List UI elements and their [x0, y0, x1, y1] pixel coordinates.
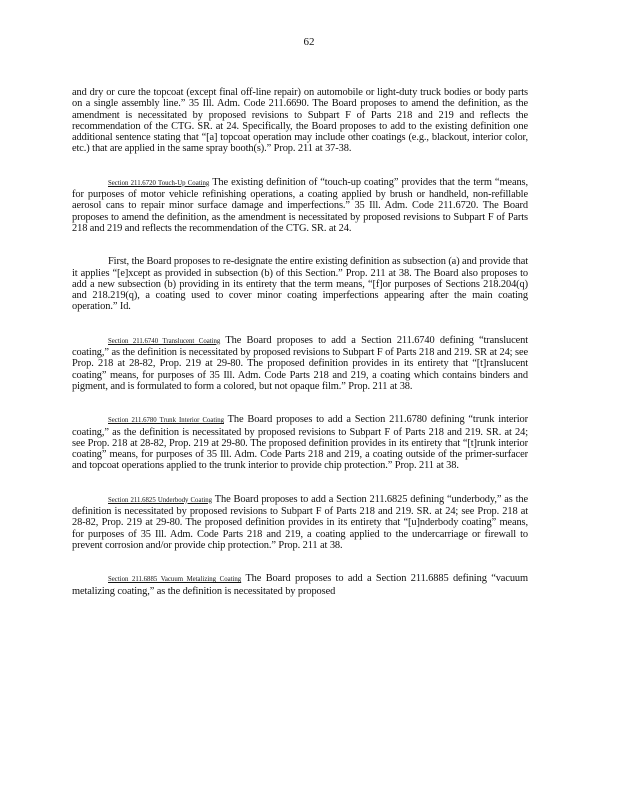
paragraph-text: The existing definition of “touch-up coating” provides that the term “means, for purposes of motor vehicle refinishing operations, a coating applied by brush or handheld, non-refillable aerosol cans to repair minor surface damage and imperfections.” 35 Ill. Adm. Code 211.6720. The Board proposes to amend the definition, as the amendment is necessitated by proposed revisions to Subpart F of Parts 218 and 219 and reflects the recommendation of the CTG. SR. at 24. — [72, 176, 528, 234]
paragraph-text: and dry or cure the topcoat (except final off-line repair) on automobile or light-duty truck bodies or body parts on a single assembly line.” 35 Ill. Adm. Code 211.6690. The Board proposes to amend the definition, as the amendment is necessitated by proposed revisions to Subpart F of Parts 218 and 219 and reflects the recommendation of the CTG. SR. at 24. Specifically, the Board proposes to add to the existing definition one additional sentence stating that “[a] topcoat operation may include other coatings (e.g., blackout, interior color, etc.) that are applied in the same spray booth(s).” Prop. 211 at 37-38. — [72, 87, 528, 155]
section-heading: Section 211.6885 Vacuum Metalizing Coating — [108, 576, 242, 584]
document-body — [72, 87, 528, 619]
section-heading: Section 211.6740 Translucent Coating — [108, 337, 221, 345]
paragraph-text: The Board proposes to add a Section 211.6740 defining “translucent coating,” as the definition is necessitated by proposed revisions to Subpart F of Parts 218 and 219. SR at 24; see Prop. 218 at 28-82, Prop. 219 at 29-80. The proposed definition provides in its entirety that “[t]ranslucent coating” means, for purposes of 35 Ill. Adm. Code Parts 218 and 219, a coating which contains binders and pigment, and is formulated to form a colored, but not opaque film.” Prop. 211 at 38. — [72, 334, 528, 392]
paragraph-touch-up-redesignation — [72, 256, 528, 312]
section-heading: Section 211.6720 Touch-Up Coating — [108, 179, 210, 187]
paragraph-text: The Board proposes to add a Section 211.6780 defining “trunk interior coating,” as the definition is necessitated by proposed revisions to Subpart F of Parts 218 and 219. SR. at 24; see Prop. 218 at 28-82, Prop. 219 at 29-80. The proposed definition provides in its entirety that “[t]runk interior coating” means, for purposes of 35 Ill. Adm. Code Parts 218 and 219, a coating outside of the primer-surfacer and topcoat operations applied to the trunk interior to provide chip protection.” Prop. 211 at 38. — [72, 414, 528, 472]
page-number: 62 — [303, 36, 315, 48]
paragraph-underbody-coating — [72, 494, 528, 551]
paragraph-topcoat-continued — [72, 87, 528, 155]
paragraph-translucent-coating — [72, 335, 528, 392]
paragraph-touch-up-coating — [72, 177, 528, 234]
paragraph-trunk-interior-coating — [72, 414, 528, 471]
section-heading: Section 211.6825 Underbody Coating — [108, 496, 213, 504]
paragraph-text: First, the Board proposes to re-designate the entire existing definition as subsection (a) and provide that it applies “[e]xcept as provided in subsection (b) of this Section.” Prop. 211 at 38. The Board also proposes to add a new subsection (b) providing in its entirety that the term means, “[f]or purposes of Sections 218.204(q) and 218.219(q), a coating used to cover minor coating imperfections appearing after the main coating operation.” Id. — [72, 256, 528, 313]
section-heading: Section 211.6780 Trunk Interior Coating — [108, 417, 224, 425]
paragraph-vacuum-metalizing-coating — [72, 573, 528, 597]
paragraph-text: The Board proposes to add a Section 211.6825 defining “underbody,” as the definition is necessitated by proposed revisions to Subpart F of Parts 218 and 219. SR. at 24; see Prop. 218 at 28-82, Prop. 219 at 29-80. The proposed definition provides in its entirety that “[u]nderbody coating” means, for purposes of 35 Ill. Adm. Code Parts 218 and 219, a coating applied to the undercarriage or firewall to prevent corrosion and/or provide chip protection.” Prop. 211 at 38. — [72, 493, 528, 551]
paragraph-text: The Board proposes to add a Section 211.6885 defining “vacuum metalizing coating,” as the definition is necessitated by proposed — [72, 573, 529, 597]
